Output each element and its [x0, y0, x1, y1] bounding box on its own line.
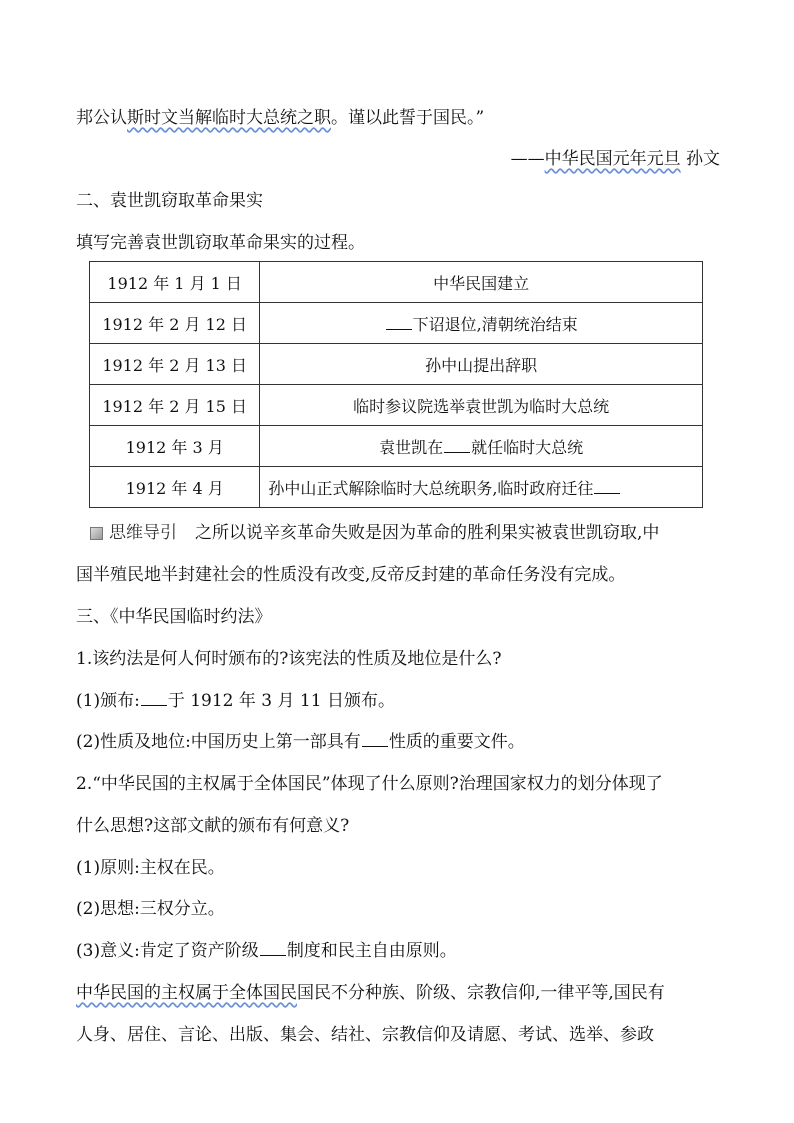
signature-dash: —— — [510, 149, 545, 169]
excerpt-line-2: 人身、居住、言论、出版、集会、结社、宗教信仰及请愿、考试、选举、参政 — [76, 1025, 654, 1045]
section-2-heading: 二、袁世凯窃取革命果实 — [76, 191, 263, 211]
row-date: 1912 年 2 月 13 日 — [90, 344, 260, 385]
answer-2-3-post: 制度和民主自由原则。 — [286, 941, 457, 961]
row-event — [260, 385, 703, 426]
row-event-text: 袁世凯在 — [379, 437, 444, 457]
quote-text-wavy: 斯时文当解临时大总统之职 — [127, 108, 331, 128]
fill-blank[interactable] — [594, 492, 620, 494]
table-row — [90, 426, 703, 467]
table-row — [90, 262, 703, 303]
question-1: 1.该约法是何人何时颁布的?该宪法的性质及地位是什么? — [76, 649, 502, 669]
answer-2-3 — [76, 940, 720, 962]
answer-1-1-post: 于 1912 年 3 月 11 日颁布。 — [167, 691, 395, 711]
row-date: 1912 年 1 月 1 日 — [90, 262, 260, 303]
row-event — [260, 426, 703, 467]
row-event — [260, 262, 703, 303]
answer-1-2 — [76, 731, 720, 753]
events-table — [89, 261, 703, 508]
row-date: 1912 年 4 月 — [90, 467, 260, 508]
section-3-heading: 三、《中华民国临时约法》 — [76, 607, 272, 627]
quote-signature — [76, 148, 720, 170]
fill-blank[interactable] — [260, 954, 286, 956]
row-date: 1912 年 3 月 — [90, 426, 260, 467]
answer-1-2-pre: (2)性质及地位:中国历史上第一部具有 — [76, 732, 361, 752]
excerpt-line-1 — [76, 982, 720, 1004]
row-date: 1912 年 2 月 12 日 — [90, 303, 260, 344]
row-event-text: 孙中山正式解除临时大总统职务,临时政府迁往 — [268, 478, 594, 498]
excerpt-highlight: 中华民国的主权属于全体国民 — [76, 983, 297, 1003]
table-row — [90, 303, 703, 344]
fill-blank[interactable] — [141, 704, 167, 706]
answer-2-1: (1)原则:主权在民。 — [76, 858, 225, 878]
fill-blank[interactable] — [386, 328, 412, 330]
tip-label: 思维导引 — [109, 523, 177, 543]
quote-text-pre: 邦公认 — [76, 108, 127, 128]
thinking-tip — [76, 522, 720, 544]
row-event — [260, 303, 703, 344]
answer-2-3-pre: (3)意义:肯定了资产阶级 — [76, 941, 259, 961]
row-event — [260, 344, 703, 385]
section-2-instruction: 填写完善袁世凯窃取革命果实的过程。 — [76, 233, 365, 253]
answer-1-1 — [76, 690, 720, 712]
row-event-text-post: 就任临时大总统 — [471, 437, 584, 457]
row-event-text: 孙中山提出辞职 — [425, 355, 538, 375]
signature-date: 中华民国元年元旦 — [544, 149, 681, 169]
quote-line — [76, 107, 720, 129]
row-event — [260, 467, 703, 508]
tip-icon — [90, 527, 103, 540]
tip-text-2: 国半殖民地半封建社会的性质没有改变,反帝反封建的革命任务没有完成。 — [76, 565, 626, 585]
question-2-line-1: 2.“中华民国的主权属于全体国民”体现了什么原则?治理国家权力的划分体现了 — [76, 774, 663, 794]
answer-1-2-post: 性质的重要文件。 — [388, 732, 525, 752]
tip-text-1: 之所以说辛亥革命失败是因为革命的胜利果实被袁世凯窃取,中 — [195, 523, 660, 543]
quote-text-post: 。谨以此誓于国民。” — [331, 108, 485, 128]
fill-blank[interactable] — [362, 745, 388, 747]
answer-2-2: (2)思想:三权分立。 — [76, 899, 225, 919]
table-row — [90, 467, 703, 508]
row-event-text: 中华民国建立 — [433, 273, 530, 293]
fill-blank[interactable] — [444, 451, 470, 453]
question-2-line-2: 什么思想?这部文献的颁布有何意义? — [76, 816, 350, 836]
row-event-text: 下诏退位,清朝统治结束 — [412, 314, 578, 334]
signature-name: 孙文 — [680, 149, 720, 169]
excerpt-text: 国民不分种族、阶级、宗教信仰,一律平等,国民有 — [297, 983, 665, 1003]
row-date: 1912 年 2 月 15 日 — [90, 385, 260, 426]
table-row — [90, 344, 703, 385]
table-row — [90, 385, 703, 426]
answer-1-1-pre: (1)颁布: — [76, 691, 140, 711]
row-event-text: 临时参议院选举袁世凯为临时大总统 — [353, 396, 610, 416]
